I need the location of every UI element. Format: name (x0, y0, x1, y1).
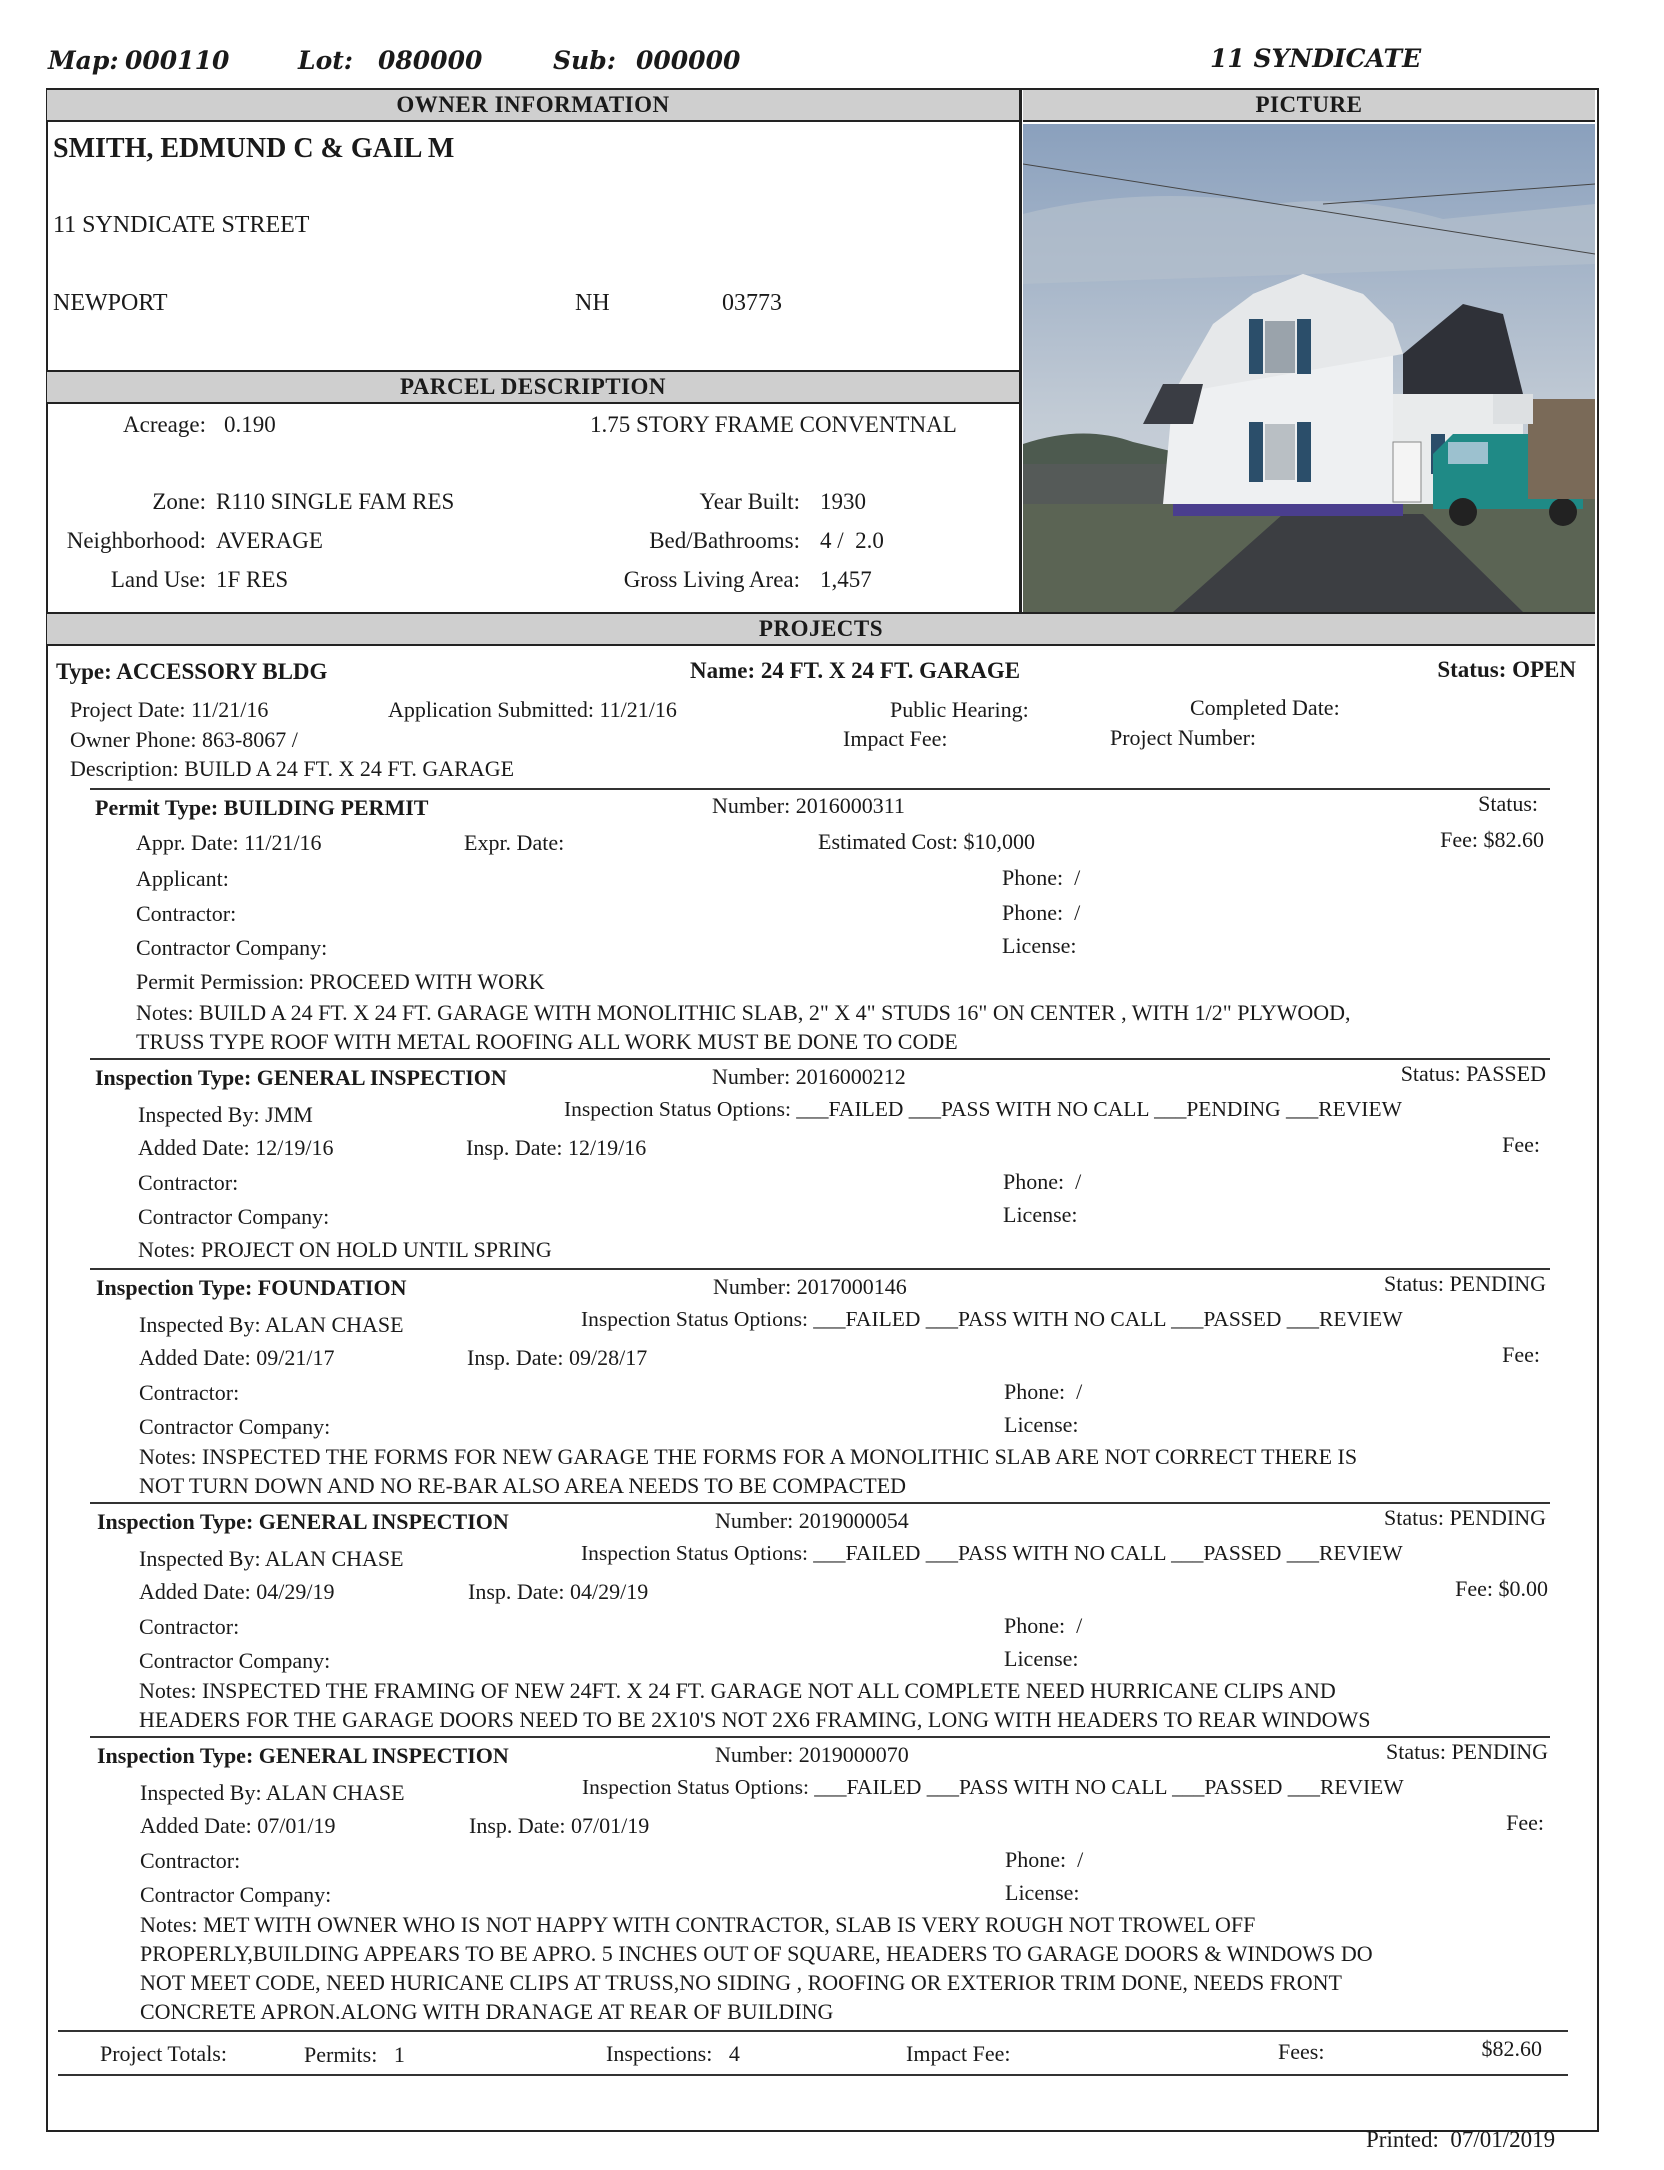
inspection-4-notes-line-2: PROPERLY,BUILDING APPEARS TO BE APRO. 5 INCHES OUT OF SQUARE, HEADERS TO GARAGE DOORS & WINDOWS DO (140, 1941, 1373, 1966)
inspection-2-notes-line-2: NOT TURN DOWN AND NO RE-BAR ALSO AREA NEEDS TO BE COMPACTED (139, 1473, 907, 1498)
inspection-1-phone: Phone: / (1003, 1169, 1082, 1194)
inspection-1-status: Status: PASSED (1400, 1061, 1546, 1086)
inspection-4-phone: Phone: / (1005, 1847, 1084, 1872)
totals-divider-bottom (58, 2074, 1568, 2076)
owner-phone: Owner Phone: 863-8067 / (70, 727, 298, 752)
inspection-1-license: License: (1003, 1202, 1078, 1227)
inspection-2-contractor: Contractor: (139, 1380, 240, 1405)
totals-impact-fee: Impact Fee: (906, 2041, 1011, 2066)
inspection-3-fee: Fee: $0.00 (1455, 1576, 1548, 1601)
inspection-2-status-options: Inspection Status Options: ___FAILED ___PASS WITH NO CALL ___PASSED ___REVIEW (581, 1307, 1403, 1331)
location-label: 11 SYNDICATE (1210, 44, 1422, 73)
permit-notes-line-2: TRUSS TYPE ROOF WITH METAL ROOFING ALL WORK MUST BE DONE TO CODE (136, 1029, 958, 1054)
application-submitted: Application Submitted: 11/21/16 (388, 697, 677, 722)
inspection-4-notes-line-1: Notes: MET WITH OWNER WHO IS NOT HAPPY WITH CONTRACTOR, SLAB IS VERY ROUGH NOT TROWEL OFF (140, 1912, 1256, 1937)
owner-information-header: OWNER INFORMATION (47, 88, 1019, 122)
inspection-2-type: Inspection Type: FOUNDATION (96, 1275, 407, 1300)
public-hearing: Public Hearing: (890, 697, 1029, 722)
inspection-1-number: Number: 2016000212 (712, 1064, 906, 1089)
totals-fees-value: $82.60 (1481, 2036, 1542, 2061)
lot-value: 080000 (378, 46, 483, 75)
inspection-3-status: Status: PENDING (1384, 1505, 1546, 1530)
permit-expr-date: Expr. Date: (464, 830, 565, 855)
owner-state: NH (575, 290, 610, 316)
permit-fee: Fee: $82.60 (1440, 827, 1544, 852)
inspection-2-insp-date: Insp. Date: 09/28/17 (467, 1345, 648, 1370)
permit-contractor: Contractor: (136, 901, 237, 926)
zone-value: R110 SINGLE FAM RES (216, 489, 455, 514)
inspection-3-notes-line-2: HEADERS FOR THE GARAGE DOORS NEED TO BE 2X10'S NOT 2X6 FRAMING, LONG WITH HEADERS TO REAR WINDOWS (139, 1707, 1371, 1732)
inspection-1-added-date: Added Date: 12/19/16 (138, 1135, 334, 1160)
parcel-description-header: PARCEL DESCRIPTION (47, 370, 1019, 404)
year-built-label: Year Built: (699, 489, 800, 514)
inspection-3-number: Number: 2019000054 (715, 1508, 909, 1533)
property-photo (1023, 124, 1595, 612)
zone-label: Zone: (152, 489, 206, 514)
inspection-4-type: Inspection Type: GENERAL INSPECTION (97, 1743, 509, 1768)
inspection-3-phone: Phone: / (1004, 1613, 1083, 1638)
picture-header: PICTURE (1023, 88, 1595, 122)
inspection-1-notes-line-1: Notes: PROJECT ON HOLD UNTIL SPRING (138, 1237, 552, 1262)
inspection-2-inspected-by: Inspected By: ALAN CHASE (139, 1312, 404, 1337)
inspection-2-fee: Fee: (1502, 1342, 1540, 1367)
neighborhood-value: AVERAGE (216, 528, 323, 553)
project-impact-fee: Impact Fee: (843, 726, 948, 751)
totals-label: Project Totals: (100, 2041, 227, 2066)
inspection-2-divider (90, 1268, 1550, 1270)
permit-notes-line-1: Notes: BUILD A 24 FT. X 24 FT. GARAGE WITH MONOLITHIC SLAB, 2" X 4" STUDS 16" ON CENTER , WITH 1/2" PLYWOOD, (136, 1000, 1351, 1025)
inspection-1-status-options: Inspection Status Options: ___FAILED ___PASS WITH NO CALL ___PENDING ___REVIEW (564, 1097, 1402, 1121)
inspection-4-divider (90, 1736, 1550, 1738)
inspection-2-notes-line-1: Notes: INSPECTED THE FORMS FOR NEW GARAGE THE FORMS FOR A MONOLITHIC SLAB ARE NOT CORRECT THERE IS (139, 1444, 1358, 1469)
owner-street: 11 SYNDICATE STREET (53, 212, 310, 238)
inspection-4-status: Status: PENDING (1386, 1739, 1548, 1764)
permit-number: Number: 2016000311 (712, 793, 905, 818)
inspection-4-notes-line-3: NOT MEET CODE, NEED HURICANE CLIPS AT TRUSS,NO SIDING , ROOFING OR EXTERIOR TRIM DONE, NEEDS FRONT (140, 1970, 1342, 1995)
permit-type: Permit Type: BUILDING PERMIT (95, 795, 429, 820)
inspection-3-insp-date: Insp. Date: 04/29/19 (468, 1579, 649, 1604)
inspection-1-insp-date: Insp. Date: 12/19/16 (466, 1135, 647, 1160)
totals-fees-label: Fees: (1278, 2039, 1325, 2064)
inspection-3-license: License: (1004, 1646, 1079, 1671)
inspection-3-inspected-by: Inspected By: ALAN CHASE (139, 1546, 404, 1571)
inspection-2-added-date: Added Date: 09/21/17 (139, 1345, 335, 1370)
gla-value: 1,457 (820, 567, 872, 592)
sub-value: 000000 (636, 46, 741, 75)
permit-status: Status: (1478, 791, 1538, 816)
inspection-4-notes-line-4: CONCRETE APRON.ALONG WITH DRANAGE AT REAR OF BUILDING (140, 1999, 834, 2024)
inspection-4-insp-date: Insp. Date: 07/01/19 (469, 1813, 650, 1838)
inspection-3-status-options: Inspection Status Options: ___FAILED ___PASS WITH NO CALL ___PASSED ___REVIEW (581, 1541, 1403, 1565)
inspection-1-type: Inspection Type: GENERAL INSPECTION (95, 1065, 507, 1090)
inspection-3-divider (90, 1502, 1550, 1504)
land-use-label: Land Use: (110, 567, 206, 592)
inspection-2-status: Status: PENDING (1384, 1271, 1546, 1296)
permit-applicant: Applicant: (136, 866, 229, 891)
inspection-3-type: Inspection Type: GENERAL INSPECTION (97, 1509, 509, 1534)
acreage-value: 0.190 (224, 412, 276, 437)
inspection-2-license: License: (1004, 1412, 1079, 1437)
inspection-1-contractor: Contractor: (138, 1170, 239, 1195)
lot-label: Lot: (298, 46, 354, 75)
inspection-4-added-date: Added Date: 07/01/19 (140, 1813, 336, 1838)
map-label: Map: (48, 46, 119, 75)
year-built-value: 1930 (820, 489, 866, 514)
permit-divider (90, 788, 1550, 790)
inspection-4-contractor: Contractor: (140, 1848, 241, 1873)
totals-divider-top (58, 2030, 1568, 2032)
inspection-4-fee: Fee: (1506, 1810, 1544, 1835)
projects-header: PROJECTS (47, 612, 1595, 646)
inspection-1-contractor-company: Contractor Company: (138, 1204, 330, 1229)
permit-license: License: (1002, 933, 1077, 958)
inspection-3-added-date: Added Date: 04/29/19 (139, 1579, 335, 1604)
owner-zip: 03773 (722, 290, 782, 316)
permit-phone-2: Phone: / (1002, 900, 1081, 925)
project-status: Status: OPEN (1437, 657, 1576, 682)
permit-estimated-cost: Estimated Cost: $10,000 (818, 829, 1035, 854)
inspection-1-divider (90, 1058, 1550, 1060)
project-name: Name: 24 FT. X 24 FT. GARAGE (690, 658, 1021, 683)
sub-label: Sub: (553, 46, 616, 75)
inspection-2-phone: Phone: / (1004, 1379, 1083, 1404)
project-description: Description: BUILD A 24 FT. X 24 FT. GARAGE (70, 756, 515, 781)
inspection-2-contractor-company: Contractor Company: (139, 1414, 331, 1439)
printed-date: Printed: 07/01/2019 (1366, 2127, 1556, 2152)
permit-appr-date: Appr. Date: 11/21/16 (136, 830, 322, 855)
map-value: 000110 (125, 46, 230, 75)
inspection-2-number: Number: 2017000146 (713, 1274, 907, 1299)
project-date: Project Date: 11/21/16 (70, 697, 269, 722)
inspection-4-contractor-company: Contractor Company: (140, 1882, 332, 1907)
permit-phone-1: Phone: / (1002, 865, 1081, 890)
column-divider (1019, 88, 1022, 614)
inspection-4-inspected-by: Inspected By: ALAN CHASE (140, 1780, 405, 1805)
completed-date: Completed Date: (1190, 695, 1340, 720)
totals-inspections: Inspections: 4 (606, 2041, 740, 2066)
totals-permits: Permits: 1 (304, 2042, 405, 2067)
inspection-3-contractor-company: Contractor Company: (139, 1648, 331, 1673)
house-photo-illustration (1023, 124, 1595, 612)
inspection-1-fee: Fee: (1502, 1132, 1540, 1157)
permit-permission: Permit Permission: PROCEED WITH WORK (136, 969, 545, 994)
inspection-4-number: Number: 2019000070 (715, 1742, 909, 1767)
acreage-label: Acreage: (123, 412, 206, 437)
owner-city: NEWPORT (53, 290, 168, 316)
inspection-1-inspected-by: Inspected By: JMM (138, 1102, 313, 1127)
inspection-4-license: License: (1005, 1880, 1080, 1905)
gla-label: Gross Living Area: (623, 567, 800, 592)
owner-name: SMITH, EDMUND C & GAIL M (53, 133, 455, 164)
project-type: Type: ACCESSORY BLDG (56, 659, 328, 684)
land-use-value: 1F RES (216, 567, 289, 592)
neighborhood-label: Neighborhood: (66, 528, 206, 553)
project-number: Project Number: (1110, 725, 1257, 750)
building-style: 1.75 STORY FRAME CONVENTNAL (590, 412, 957, 437)
bed-bath-value: 4 / 2.0 (820, 528, 884, 553)
permit-contractor-company: Contractor Company: (136, 935, 328, 960)
inspection-3-contractor: Contractor: (139, 1614, 240, 1639)
bed-bath-label: Bed/Bathrooms: (649, 528, 800, 553)
inspection-4-status-options: Inspection Status Options: ___FAILED ___PASS WITH NO CALL ___PASSED ___REVIEW (582, 1775, 1404, 1799)
inspection-3-notes-line-1: Notes: INSPECTED THE FRAMING OF NEW 24FT. X 24 FT. GARAGE NOT ALL COMPLETE NEED HURRICANE CLIPS AND (139, 1678, 1336, 1703)
